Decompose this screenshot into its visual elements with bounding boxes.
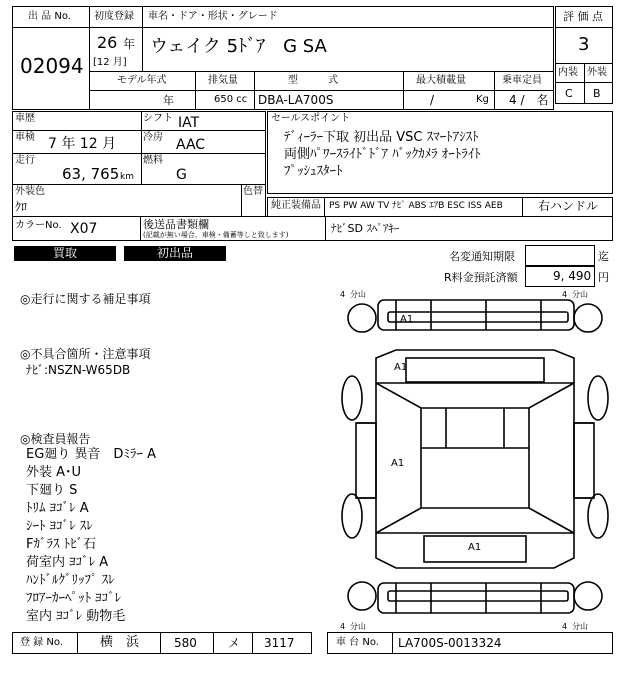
recycle-value: 9, 490 <box>553 269 592 283</box>
sales-point-line3: ﾌﾟｯｼｭｽﾀｰﾄ <box>284 164 343 179</box>
damage-mark-front: A1 <box>394 362 408 373</box>
interior-grade: C <box>565 87 573 100</box>
color-change-label: 色替 <box>243 186 263 197</box>
capacity-value: 4 / 名 <box>509 93 549 107</box>
recycle-label: R料金預託済額 <box>444 271 518 284</box>
buy-tag: 買取 <box>14 246 116 261</box>
name-change-unit: 迄 <box>598 250 609 263</box>
car-name: ウェイク 5ﾄﾞｱ G SA <box>150 36 327 57</box>
ext-color-label: 外装色 <box>15 186 45 197</box>
tire-tread-rr: 4 <box>562 622 568 631</box>
equipment-label: 純正装備品 <box>271 200 321 211</box>
max-load-unit: Kg <box>476 94 489 105</box>
history-label: 車歴 <box>15 113 35 124</box>
defects-title: ◎不具合箇所・注意事項 <box>20 347 151 361</box>
tire-tread-rl: 4 <box>340 622 346 631</box>
chassis-label: 車 台 No. <box>336 637 379 648</box>
exterior-grade: B <box>593 87 601 100</box>
recycle-unit: 円 <box>598 271 609 284</box>
first-reg-month: [12 月] <box>93 57 127 68</box>
fuel-value: G <box>176 167 187 183</box>
max-load-value: / <box>430 93 435 107</box>
damage-mark-rear: A1 <box>468 542 482 553</box>
lot-number: 02094 <box>20 54 84 78</box>
diagram-frame <box>336 288 614 632</box>
ext-color-value: ｸﾛ <box>15 200 28 214</box>
reg-area: 横 浜 <box>100 635 140 650</box>
report-line: ﾊﾝﾄﾞﾙｸﾞﾘｯﾌﾟ ｽﾚ <box>26 573 115 588</box>
first-reg-year: 26 <box>97 33 118 52</box>
model-label: 型 式 <box>288 75 338 86</box>
fuel-label: 燃料 <box>143 155 163 166</box>
name-change-label: 名変通知期限 <box>449 250 515 263</box>
car-name-label: 車名・ドア・形状・グレード <box>148 11 278 22</box>
sales-point-line1: ﾃﾞｨｰﾗｰ下取 初出品 VSC ｽﾏｰﾄｱｼｽﾄ <box>284 130 479 145</box>
equipment-extra: ﾅﾋﾞSD ｽﾍﾟｱｷｰ <box>331 222 400 235</box>
mileage-value: 63, 765 <box>62 165 120 183</box>
defects-line1: ﾅﾋﾞ:NSZN-W65DB <box>26 363 131 377</box>
docs-note: (記載が無い場合、車検・備蓄等しと致します) <box>143 231 289 239</box>
report-line: 下廻り S <box>26 483 78 498</box>
reg-label: 登 録 No. <box>20 637 63 648</box>
first-reg-label: 初度登録 <box>94 11 134 22</box>
tire-unit-rl: 分山 <box>350 622 366 631</box>
displacement-label: 排気量 <box>208 75 238 86</box>
first-listing-tag: 初出品 <box>124 246 226 261</box>
model-value: DBA-LA700S <box>258 93 334 107</box>
report-line: EG廻り 異音 Dﾐﾗｰ A <box>26 447 156 462</box>
report-line: 室内 ﾖｺﾞﾚ 動物毛 <box>26 609 126 624</box>
tire-unit-fl: 分山 <box>350 290 366 299</box>
color-no-label: カラーNo. <box>15 220 62 231</box>
capacity-label: 乗車定員 <box>502 75 542 86</box>
model-year-value: 年 <box>163 94 174 107</box>
score-label: 評 価 点 <box>563 10 603 23</box>
docs-label: 後送品書類欄 <box>143 218 209 231</box>
inspection-label: 車検 <box>15 132 35 143</box>
report-line: 荷室内 ﾖｺﾞﾚ A <box>26 555 109 570</box>
equipment-value: PS PW AW TV ﾅﾋﾞ ABS ｴｱB ESC ISS AEB <box>329 201 503 211</box>
inspection-value: 7 年 12 月 <box>48 136 117 152</box>
damage-mark-left-front: A1 <box>400 314 414 325</box>
inspector-title: ◎検査員報告 <box>20 432 91 446</box>
sales-point-line2: 両側ﾊﾟﾜｰｽﾗｲﾄﾞﾄﾞｱ ﾊﾞｯｸｶﾒﾗ ｵｰﾄﾗｲﾄ <box>284 147 481 162</box>
damage-mark-left-side: A1 <box>391 458 405 469</box>
displacement-value: 650 cc <box>214 94 248 105</box>
shift-label: シフト <box>143 113 173 124</box>
report-line: ﾄﾘﾑ ﾖｺﾞﾚ A <box>26 501 89 516</box>
mileage-unit: km <box>120 172 134 182</box>
mileage-label: 走行 <box>15 155 35 166</box>
exterior-label: 外装 <box>587 67 607 78</box>
aircon-label: 冷房 <box>143 132 163 143</box>
report-line: ｼｰﾄ ﾖｺﾞﾚ ｽﾚ <box>26 519 93 534</box>
steering-value: 右ハンドル <box>538 199 599 213</box>
report-line: ﾌﾛｱｰｶｰﾍﾟｯﾄ ﾖｺﾞﾚ <box>26 591 122 606</box>
name-change-box <box>525 245 595 266</box>
ext-color-cell <box>12 184 266 217</box>
tire-tread-fr: 4 <box>562 290 568 299</box>
lot-label: 出 品 No. <box>28 11 71 22</box>
score-value: 3 <box>578 34 590 55</box>
reg-number: 3117 <box>264 636 295 650</box>
tire-unit-rr: 分山 <box>572 622 588 631</box>
shift-value: IAT <box>178 115 200 131</box>
chassis-value: LA700S-0013324 <box>398 636 502 650</box>
report-line: Fｶﾞﾗｽ ﾄﾋﾞ石 <box>26 537 97 552</box>
interior-label: 内装 <box>558 67 578 78</box>
model-year-label: モデル年式 <box>117 75 167 86</box>
report-line: 外装 A･U <box>26 465 82 480</box>
driving-title: ◎走行に関する補足事項 <box>20 292 151 306</box>
reg-class: 580 <box>174 636 197 650</box>
first-reg-year-unit: 年 <box>123 37 136 51</box>
max-load-label: 最大積載量 <box>416 75 466 86</box>
reg-kana: メ <box>228 636 241 650</box>
tire-unit-fr: 分山 <box>572 290 588 299</box>
sales-point-label: セールスポイント <box>271 113 351 124</box>
aircon-value: AAC <box>176 137 206 153</box>
tire-tread-fl: 4 <box>340 290 346 299</box>
color-no-value: X07 <box>70 221 98 237</box>
